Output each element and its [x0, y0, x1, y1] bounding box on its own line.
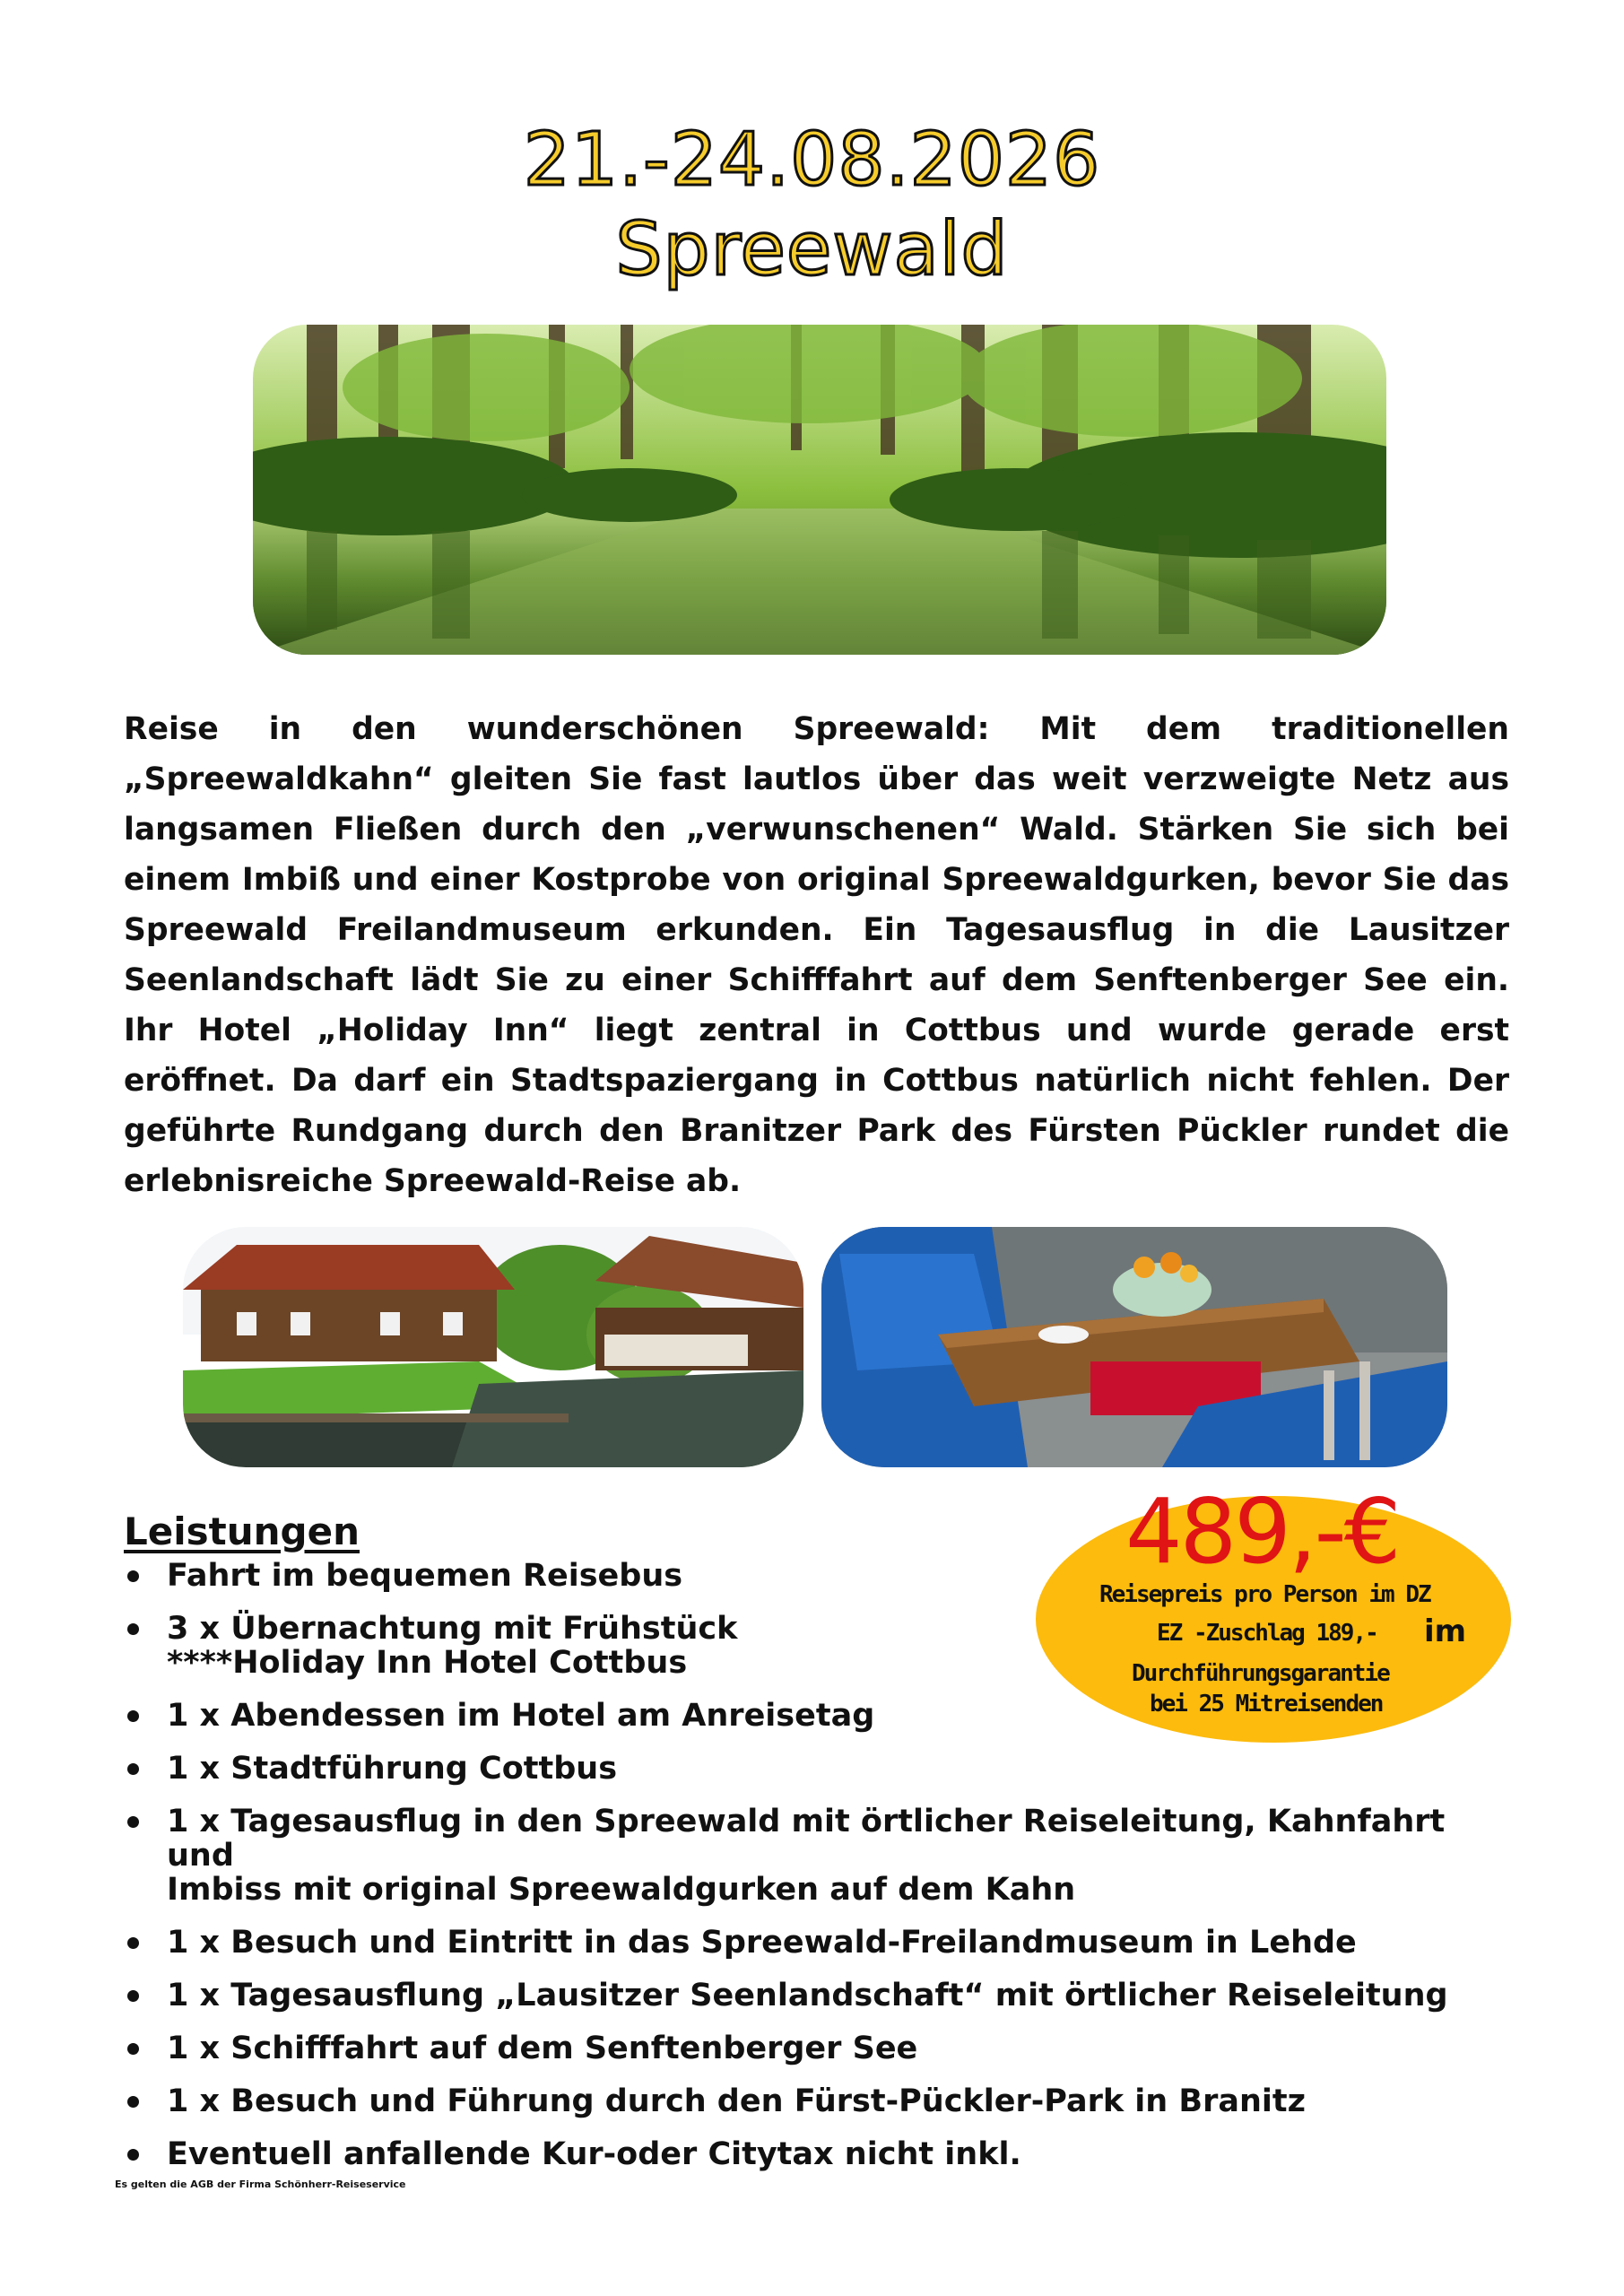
service-item-bus: Fahrt im bequemen Reisebus: [124, 1559, 1523, 1593]
destination-title: Spreewald: [615, 207, 1009, 292]
min-participants-note: bei 25 Mitreisenden: [1150, 1691, 1383, 1718]
trip-date-title: 21.-24.08.2026: [523, 117, 1101, 203]
service-item-museum: 1 x Besuch und Eintritt in das Spreewald-Freilandmuseum in Lehde: [124, 1926, 1523, 1960]
spreewald-houses-photo: [183, 1227, 803, 1467]
terms-footnote: Es gelten die AGB der Firma Schönherr-Reiseservice: [115, 2179, 406, 2190]
spreewald-forest-photo: [253, 325, 1386, 655]
trip-description: Reise in den wunderschönen Spreewald: Mit dem traditionellen „Spreewaldkahn“ gleiten Sie fast lautlos über das weit verzweigte Netz aus langsamen Fließen durch den „verwunschenen“ Wald. Stärken Sie sich bei einem Imbiß und einer Kostprobe von original Spreewaldgurken, bevor Sie das Spreewald Freilandmuseum erkunden. Ein Tagesausflug in die Lausitzer Seenlandschaft lädt Sie zu einer Schifffahrt auf dem Senftenberger See ein. Ihr Hotel „Holiday Inn“ liegt zentral in Cottbus und wurde gerade erst eröffnet. Da darf ein Stadtspaziergang in Cottbus natürlich nicht fehlen. Der geführte Rundgang durch den Branitzer Park des Fürsten Pückler rundet die erlebnisreiche Spreewald-Reise ab.: [124, 711, 1509, 1199]
spreewald-boat-photo: [821, 1227, 1447, 1467]
service-item-park: 1 x Besuch und Führung durch den Fürst-Pückler-Park in Branitz: [124, 2084, 1523, 2118]
single-room-surcharge: EZ -Zuschlag 189,-: [1157, 1620, 1377, 1647]
service-item-boat-trip: 1 x Schifffahrt auf dem Senftenberger See: [124, 2031, 1523, 2066]
service-item-city-tour: 1 x Stadtführung Cottbus: [124, 1752, 1523, 1786]
service-item-lake-district: 1 x Tagesausflung „Lausitzer Seenlandschaft“ mit örtlicher Reiseleitung: [124, 1979, 1523, 2013]
service-item-overnight: 3 x Übernachtung mit Frühstück ****Holiday Inn Hotel Cottbus: [124, 1612, 1523, 1680]
price-per-person-note: Reisepreis pro Person im DZ: [1099, 1581, 1430, 1608]
price-amount: 489,-€: [1125, 1479, 1399, 1584]
service-item-dinner: 1 x Abendessen im Hotel am Anreisetag: [124, 1699, 1523, 1733]
guarantee-note: Durchführungsgarantie: [1132, 1660, 1389, 1687]
services-heading: Leistungen: [124, 1509, 360, 1553]
service-item-spreewald-trip: 1 x Tagesausflug in den Spreewald mit örtlicher Reiseleitung, Kahnfahrt und Imbiss mit original Spreewaldgurken auf dem Kahn: [124, 1805, 1523, 1907]
price-side-text: im: [1424, 1613, 1467, 1649]
service-item-city-tax: Eventuell anfallende Kur-oder Citytax nicht inkl.: [124, 2137, 1523, 2171]
